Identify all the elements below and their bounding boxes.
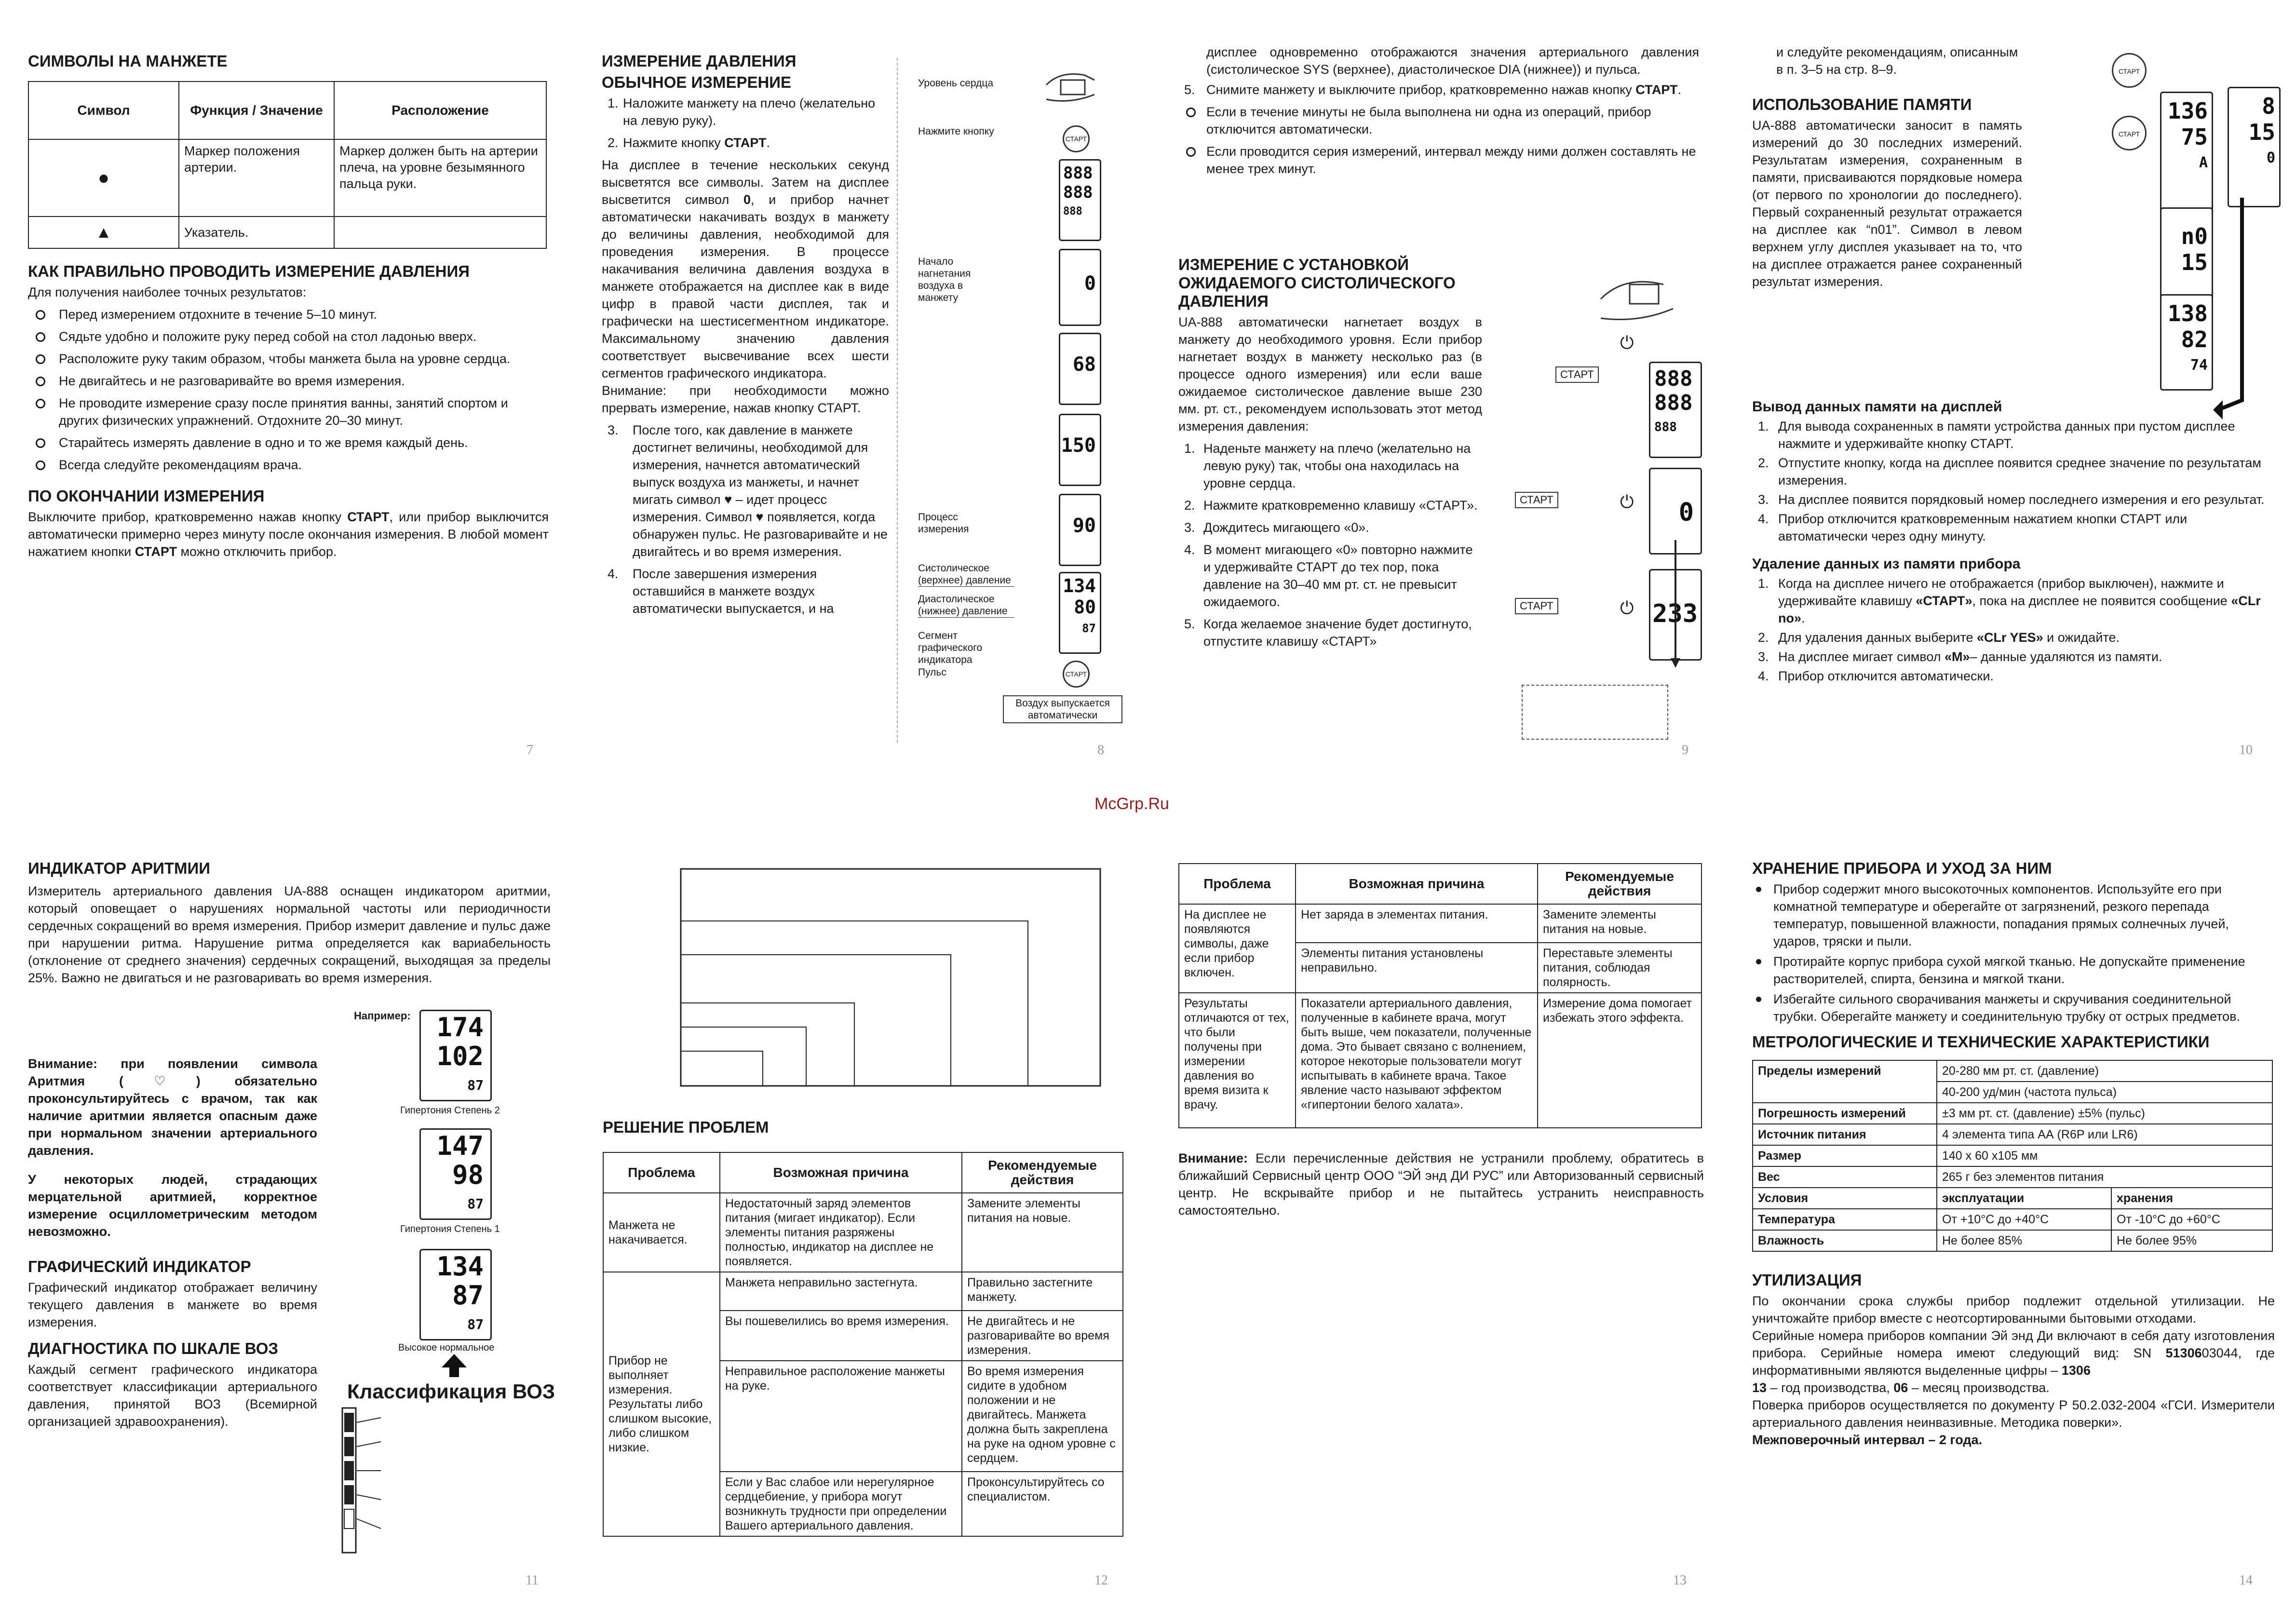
cause: Элементы питания установлены неправильно.	[1296, 943, 1538, 993]
page-8-text	[602, 52, 889, 622]
tech-value: 20-280 мм рт. ст. (давление)	[1937, 1060, 2272, 1082]
page-number: 8	[1097, 743, 1104, 758]
action: Правильно застегните манжету.	[962, 1272, 1123, 1311]
col-action: Рекомендуемые действия	[962, 1152, 1123, 1193]
problem: Результаты отличаются от тех, что были получены при измерении давления во время визита к врачу.	[1179, 993, 1296, 1128]
lcd-record-value: 138 82 74	[2160, 294, 2213, 391]
expected-step: 4. В момент мигающего «0» повторно нажмите и удерживайте СТАРТ до тех пор, пока давление на 30–40 мм рт. ст. не превысит ожидаемого.	[1184, 542, 1473, 609]
symbol-loc: Маркер должен быть на артерии плеча, на уровне безымянного пальца руки.	[334, 139, 546, 217]
graph-indicator-title: ГРАФИЧЕСКИЙ ИНДИКАТОР	[28, 1258, 251, 1275]
verification-interval: Межповерочный интервал – 2 года.	[1752, 1433, 1983, 1447]
start-button-icon: СТАРТ	[2112, 53, 2147, 88]
serial-text: Серийные номера приборов компании Эй энд Ди включают в себя дату изготовления прибора. Серийные номера имеют следующий вид: SN 5130603044, где информативными являются выделенные цифры – 1306	[1752, 1328, 2275, 1378]
lcd-all-segments: 888 888 888	[1649, 362, 1702, 458]
delete-step: 3. На дисплее мигает символ «M»– данные удаляются из памяти.	[1758, 650, 2162, 664]
tech-label: Размер	[1753, 1145, 1937, 1166]
storage-item: Протирайте корпус прибора сухой мягкой тканью. Не допускайте применение растворителей, спирта, бензина и мягкой ткани.	[1752, 953, 2275, 988]
page-10-lists	[1752, 395, 2273, 687]
tech-title: МЕТРОЛОГИЧЕСКИЕ И ТЕХНИЧЕСКИЕ ХАРАКТЕРИСТИКИ	[1752, 1033, 2210, 1051]
delete-step: 4. Прибор отключится автоматически.	[1758, 669, 1994, 683]
cause: Недостаточный заряд элементов питания (мигает индикатор). Если элементы питания разряжены полностью, индикатор на дисплее не появляется.	[720, 1193, 962, 1272]
memory-text: UA-888 автоматически заносит в память измерений до 30 последних измерений. Результатам измерения, сохраненным в памяти, присваиваются порядковые номера (от первого по хронологии до последнего). Первый сохраненный результат отражается на дисплее как “n01”. Символ в левом верхнем углу дисплея указывает на то, что на дисплее отражается ранее сохраненный результат измерения.	[1752, 118, 2022, 289]
col-location: Расположение	[334, 81, 546, 139]
how-item: Перед измерением отдохните в течение 5–10 минут.	[28, 306, 549, 323]
col-action: Рекомендуемые действия	[1538, 864, 1702, 904]
symbol-func: Маркер положения артерии.	[179, 139, 334, 217]
label-pulse: Пульс	[918, 667, 946, 678]
tech-label: Источник питания	[1753, 1124, 1937, 1145]
action: Замените элементы питания на новые.	[962, 1193, 1123, 1272]
expected-step: 1. Наденьте манжету на плечо (желательно на левую руку) так, чтобы она находилась на уровне сердца.	[1184, 441, 1471, 490]
arm-cuff-sketch	[1041, 66, 1099, 114]
cause: Манжета неправильно застегнута.	[720, 1272, 962, 1311]
arrhythmia-warning: Внимание: при появлении символа Аритмия (♡) обязательно проконсультируйтесь с врачом, так как наличие аритмии является опасным даже при нормальном значении артериального давления.	[28, 1056, 317, 1158]
lcd-all-segments: 888 888 888	[1059, 159, 1101, 241]
power-icon: ⏻	[1620, 492, 1634, 512]
step-1: 1. Наложите манжету на плечо (желательно на левую руку).	[608, 96, 876, 128]
tech-value: 40-200 уд/мин (частота пульса)	[1937, 1082, 2272, 1103]
tech-label: Пределы измерений	[1753, 1060, 1937, 1103]
end-title: ПО ОКОНЧАНИИ ИЗМЕРЕНИЯ	[28, 487, 265, 505]
step-3: 3. После того, как давление в манжете достигнет величины, необходимой для измерения, начнется автоматический выпуск воздуха из манжеты, и начнет мигать символ ♥ – идет процесс измерения. Символ ♥ появляется, когда обнаружен пульс. Не разговаривайте и не двигайтесь и во время измерения.	[608, 423, 888, 559]
cause: Нет заряда в элементах питания.	[1296, 904, 1538, 943]
lcd-68: 68	[1059, 333, 1101, 405]
col-cause: Возможная причина	[720, 1152, 962, 1193]
page-10-diagram	[2112, 53, 2285, 391]
cause: Неправильное расположение манжеты на руке.	[720, 1361, 962, 1472]
step-5: 5. Снимите манжету и выключите прибор, кратковременно нажав кнопку СТАРТ.	[1184, 82, 1682, 97]
tech-value: хранения	[2111, 1188, 2272, 1209]
action: Во время измерения сидите в удобном положении и не двигайтесь. Манжета должна быть закреплена на руке на одном уровне с сердцем.	[962, 1361, 1123, 1472]
start-button-icon: СТАРТ	[2112, 116, 2147, 150]
action: Переставьте элементы питания, соблюдая полярность.	[1538, 943, 1702, 993]
page-9-diagram	[1509, 270, 1702, 747]
tech-value: От +10°С до +40°С	[1937, 1209, 2111, 1230]
label-segment: Сегмент графического индикатора	[918, 630, 983, 665]
problem: Манжета не накачивается.	[603, 1193, 720, 1272]
how-item: Старайтесь измерять давление в одно и то же время каждый день.	[28, 434, 549, 451]
step-4: 4. После завершения измерения оставшийся в манжете воздух автоматически выпускается, и на	[608, 567, 834, 616]
lcd-zero: 0	[1649, 468, 1702, 555]
expected-step: 5. Когда желаемое значение будет достигнуто, отпустите клавишу «СТАРТ»	[1184, 617, 1472, 649]
start-label: СТАРТ	[1515, 598, 1558, 614]
start-label: СТАРТ	[1555, 366, 1599, 383]
page-11-left	[28, 1045, 317, 1430]
start-button-icon: СТАРТ	[1063, 661, 1090, 688]
tech-label: Температура	[1753, 1209, 1937, 1230]
troubleshoot-title: РЕШЕНИЕ ПРОБЛЕМ	[603, 1118, 769, 1136]
arrhythmia-text: Измеритель артериального давления UA-888 оснащен индикатором аритмии, который оповещает о нарушениях нормальной частоты или периодичности сердечных сокращений во время измерения. Прибор измерит давление и пульс даже при нарушении ритма. Нарушение ритма определяется как вариабельность (отклонение от среднего значения) сердечных сокращений, выходящая за пределы 25%. Важно не двигаться и не разговаривать во время измерения.	[28, 884, 551, 985]
page-number: 7	[527, 743, 533, 758]
serial-explanation: 13 – год производства, 06 – месяц производства.	[1752, 1380, 2050, 1395]
symbols-title: СИМВОЛЫ НА МАНЖЕТЕ	[28, 52, 228, 70]
action: Измерение дома помогает избежать этого эффекта.	[1538, 993, 1702, 1128]
step-2: 2. Нажмите кнопку СТАРТ.	[608, 135, 770, 150]
measure-para: На дисплее в течение нескольких секунд высветятся все символы. Затем на дисплее высветится символ 0, и прибор начнет автоматически накачивать воздух в манжету до величины давления, необходимой для проведения измерения. В процессе накачивания величина давления воздуха в манжете отображается на дисплее как в виде цифр в правой части дисплея, так и графически на шестисегментном индикаторе. Максимальному значению давления соответствует высвечивание всех шести сегментов графического индикатора.	[602, 158, 889, 380]
symbols-table	[28, 81, 547, 249]
lcd-150: 150	[1059, 414, 1101, 486]
lcd-example-1: 174 102 87	[419, 1010, 492, 1101]
output-title: Вывод данных памяти на дисплей	[1752, 399, 2002, 415]
arrow-path	[2213, 198, 2271, 439]
lcd-memory-count: 8 15 0	[2228, 87, 2281, 207]
label-heart-level: Уровень сердца	[918, 78, 994, 89]
arrow-up-icon	[440, 1354, 469, 1378]
how-item: Не двигайтесь и не разговаривайте во время измерения.	[28, 372, 549, 390]
disposal-text: По окончании срока службы прибор подлежит отдельной утилизации. Не уничтожайте прибор вместе с неотсортированными бытовыми отходами.	[1752, 1294, 2275, 1326]
symbol-dot: ●	[28, 139, 179, 217]
page-number: 11	[526, 1573, 539, 1588]
tech-value: 265 г без элементов питания	[1937, 1166, 2272, 1188]
tech-value: Не более 85%	[1937, 1230, 2111, 1251]
arrow-down	[1668, 540, 1683, 670]
tech-value: 140 х 60 х105 мм	[1937, 1145, 2272, 1166]
who-class-title: Классификация ВОЗ	[347, 1380, 555, 1403]
storage-item: Избегайте сильного сворачивания манжеты и скручивания соединительной трубки. Оберегайте манжету и соединительную трубку от острых предметов.	[1752, 990, 2275, 1025]
page-9-text	[1178, 43, 1699, 182]
expected-step: 2. Нажмите кратковременно клавишу «СТАРТ».	[1184, 498, 1478, 513]
start-button-icon: СТАРТ	[1063, 125, 1090, 152]
continued-text: дисплее одновременно отображаются значения артериального давления (систолическое SYS (верхнее), диастолическое DIA (нижнее)) и пульса.	[1206, 45, 1699, 77]
memory-title: ИСПОЛЬЗОВАНИЕ ПАМЯТИ	[1752, 95, 1972, 113]
lcd-average: 136 75 A	[2160, 92, 2213, 212]
action: Замените элементы питания на новые.	[1538, 904, 1702, 943]
page-number: 9	[1682, 743, 1688, 758]
graph-indicator-text: Графический индикатор отображает величину текущего давления в манжете во время измерения.	[28, 1280, 317, 1329]
problem: На дисплее не появляются символы, даже если прибор включен.	[1179, 904, 1296, 993]
note: Если в течение минуты не была выполнена ни одна из операций, прибор отключится автоматически.	[1178, 103, 1699, 138]
placeholder-box	[1522, 685, 1668, 740]
power-icon: ⏻	[1620, 333, 1634, 352]
page-13	[1178, 863, 1704, 1219]
cause: Показатели артериального давления, полученные в кабинете врача, могут быть выше, чем показатели, полученные дома. Это бывает связано с волнением, которое некоторые пользователи могут испытывать в кабинете врача. Такое явление часто называют эффектом «гипертонии белого халата».	[1296, 993, 1538, 1128]
tech-label: Влажность	[1753, 1230, 1937, 1251]
power-icon: ⏻	[1620, 598, 1634, 618]
example-2-label: Гипертония Степень 1	[400, 1224, 500, 1234]
troubleshoot-table	[603, 1152, 1123, 1537]
tech-value: От -10°С до +60°С	[2111, 1209, 2272, 1230]
tech-value: Не более 95%	[2111, 1230, 2272, 1251]
measure-subtitle: ОБЫЧНОЕ ИЗМЕРЕНИЕ	[602, 73, 792, 91]
example-1-label: Гипертония Степень 2	[400, 1105, 500, 1116]
page-8-diagram	[897, 58, 1128, 733]
delete-step: 2. Для удаления данных выберите «CLr YES» и ожидайте.	[1758, 630, 2120, 645]
page-number: 12	[1094, 1573, 1108, 1588]
lcd-example-2: 147 98 87	[419, 1128, 492, 1220]
col-function: Функция / Значение	[179, 81, 334, 139]
end-text: Выключите прибор, кратковременно нажав кнопку СТАРТ, или прибор выключится автоматически примерно через минуту после окончания измерения. В любой момент нажатием кнопки СТАРТ можно отключить прибор.	[28, 510, 549, 559]
verification-text: Поверка приборов осуществляется по документу Р 50.2.032-2004 «ГСИ. Измерители артериального давления неинвазивные. Методика поверки».	[1752, 1398, 2275, 1430]
symbol-loc	[334, 217, 546, 248]
example-3-label: Высокое нормальное	[398, 1342, 495, 1353]
start-label: СТАРТ	[1515, 492, 1558, 508]
col-problem: Проблема	[603, 1152, 720, 1193]
how-item: Сядьте удобно и положите руку перед собой на стол ладонью вверх.	[28, 328, 549, 345]
cause: Если у Вас слабое или нерегулярное сердцебиение, у прибора могут возникнуть трудности при определении Вашего артериального давления.	[720, 1472, 962, 1536]
page-12	[603, 868, 1128, 1537]
how-item: Расположите руку таким образом, чтобы манжета была на уровне сердца.	[28, 350, 549, 367]
output-step: 2. Отпустите кнопку, когда на дисплее появится среднее значение по результатам измерения.	[1758, 456, 2261, 487]
page-10-text	[1752, 43, 2022, 290]
symbol-func: Указатель.	[179, 217, 334, 248]
output-step: 3. На дисплее появится порядковый номер последнего измерения и его результат.	[1758, 492, 2265, 507]
output-step: 4. Прибор отключится кратковременным нажатием кнопки СТАРТ или автоматически через одну минуту.	[1758, 512, 2188, 543]
tech-label: Вес	[1753, 1166, 1937, 1188]
lcd-zero: 0	[1059, 249, 1101, 326]
expected-title: ИЗМЕРЕНИЕ С УСТАНОВКОЙ ОЖИДАЕМОГО СИСТОЛИЧЕСКОГО ДАВЛЕНИЯ	[1178, 256, 1456, 310]
page-14	[1752, 859, 2275, 1448]
arrhythmia-title: ИНДИКАТОР АРИТМИИ	[28, 859, 210, 877]
who-title: ДИАГНОСТИКА ПО ШКАЛЕ ВОЗ	[28, 1340, 279, 1357]
delete-title: Удаление данных из памяти прибора	[1752, 556, 2021, 572]
disposal-title: УТИЛИЗАЦИЯ	[1752, 1271, 1862, 1289]
page-9-expected	[1178, 256, 1482, 655]
symbol-triangle: ▲	[28, 217, 179, 248]
page-number: 13	[1673, 1573, 1687, 1588]
col-problem: Проблема	[1179, 864, 1296, 904]
label-air-release: Воздух выпускается автоматически	[1003, 695, 1122, 723]
label-systolic: Систолическое (верхнее) давление	[918, 562, 1014, 587]
who-text: Каждый сегмент графического индикатора соответствует классификации артериального давления, принятой ВОЗ (Всемирной организацией здравоохранения).	[28, 1362, 317, 1429]
who-scale-graphic	[338, 1403, 434, 1562]
note: Если проводится серия измерений, интервал между ними должен составлять не менее трех минут.	[1178, 143, 1699, 177]
how-title: КАК ПРАВИЛЬНО ПРОВОДИТЬ ИЗМЕРЕНИЕ ДАВЛЕНИЯ	[28, 262, 470, 280]
continued-text: и следуйте рекомендациям, описанным в п. 3–5 на стр. 8–9.	[1776, 45, 2018, 77]
action: Не двигайтесь и не разговаривайте во время измерения.	[962, 1311, 1123, 1361]
label-process: Процесс измерения	[918, 512, 969, 535]
lcd-example-3: 134 87 87	[419, 1249, 492, 1340]
storage-item: Прибор содержит много высокоточных компонентов. Используйте его при комнатной температуре и оберегайте от загрязнений, резкого перепада температур, повышенной влажности, попадания прямых солнечных лучей, ударов, тряски и пыли.	[1752, 880, 2275, 950]
how-item: Не проводите измерение сразу после принятия ванны, занятий спортом и других физических упражнений. Отдохните 20–30 минут.	[28, 394, 549, 429]
arm-cuff-sketch	[1596, 270, 1683, 328]
tech-value: ±3 мм рт. ст. (давление) ±5% (пульс)	[1937, 1103, 2272, 1124]
page-number: 10	[2239, 743, 2253, 758]
tech-value: 4 элемента типа АА (R6P или LR6)	[1937, 1124, 2272, 1145]
storage-title: ХРАНЕНИЕ ПРИБОРА И УХОД ЗА НИМ	[1752, 859, 2052, 877]
page-number: 14	[2239, 1573, 2253, 1588]
expected-intro: UA-888 автоматически нагнетает воздух в манжету до необходимого уровня. Если прибор нагнетает воздух в манжету несколько раз (в процессе одного измерения) или если ваше ожидаемое систолическое давление выше 230 мм. рт. ст., рекомендуем использовать этот метод измерения давления:	[1178, 315, 1482, 433]
lcd-result: 134 80 87	[1059, 572, 1101, 654]
watermark: McGrp.Ru	[1094, 795, 1169, 813]
tech-label: Условия	[1753, 1188, 1937, 1209]
cause: Вы пошевелились во время измерения.	[720, 1311, 962, 1361]
how-item: Всегда следуйте рекомендациям врача.	[28, 456, 549, 474]
arrhythmia-warning-2: У некоторых людей, страдающих мерцательной аритмией, корректное измерение осциллометрическим методом невозможно.	[28, 1172, 317, 1239]
expected-step: 3. Дождитесь мигающего «0».	[1184, 520, 1369, 535]
tech-table	[1752, 1060, 2273, 1252]
lcd-90: 90	[1059, 494, 1101, 566]
col-cause: Возможная причина	[1296, 864, 1538, 904]
label-diastolic: Диастолическое (нижнее) давление	[918, 593, 1014, 618]
measure-note: Внимание: при необходимости можно прервать измерение, нажав кнопку СТАРТ.	[602, 383, 889, 415]
lcd-record-number: n0 15	[2160, 207, 2213, 304]
page-7	[28, 52, 549, 560]
tech-value: эксплуатации	[1937, 1188, 2111, 1209]
example-label: Например:	[354, 1010, 411, 1022]
action: Проконсультируйтесь со специалистом.	[962, 1472, 1123, 1536]
page-11-examples	[338, 1008, 559, 1567]
col-symbol: Символ	[28, 81, 179, 139]
delete-step: 1. Когда на дисплее ничего не отображается (прибор выключен), нажмите и удерживайте клавишу «СТАРТ», пока на дисплее не появится сообщение «CLr no».	[1758, 576, 2261, 625]
service-warning: Внимание: Если перечисленные действия не устранили проблему, обратитесь в ближайший Сервисный центр ООО “ЭЙ энд ДИ РУС” или Авторизованный сервисный центр. Не вскрывайте прибор и не пытайтесь устранить неисправность самостоятельно.	[1178, 1151, 1704, 1218]
label-press-button: Нажмите кнопку	[918, 126, 994, 137]
problem: Прибор не выполняет измерения. Результаты либо слишком высокие, либо слишком низкие.	[603, 1272, 720, 1536]
divider	[897, 58, 899, 743]
page-11-text	[28, 859, 551, 991]
output-step: 1. Для вывода сохраненных в памяти устройства данных при пустом дисплее нажмите и удерживайте кнопку СТАРТ.	[1758, 419, 2235, 451]
who-classification-chart	[680, 868, 1104, 1090]
label-inflate-start: Начало нагнетания воздуха в манжету	[918, 256, 971, 303]
troubleshoot-table-2	[1178, 863, 1702, 1128]
how-intro: Для получения наиболее точных результатов:	[28, 285, 307, 299]
lcd-233: 233	[1649, 569, 1702, 661]
measure-title: ИЗМЕРЕНИЕ ДАВЛЕНИЯ	[602, 52, 797, 70]
tech-label: Погрешность измерений	[1753, 1103, 1937, 1124]
